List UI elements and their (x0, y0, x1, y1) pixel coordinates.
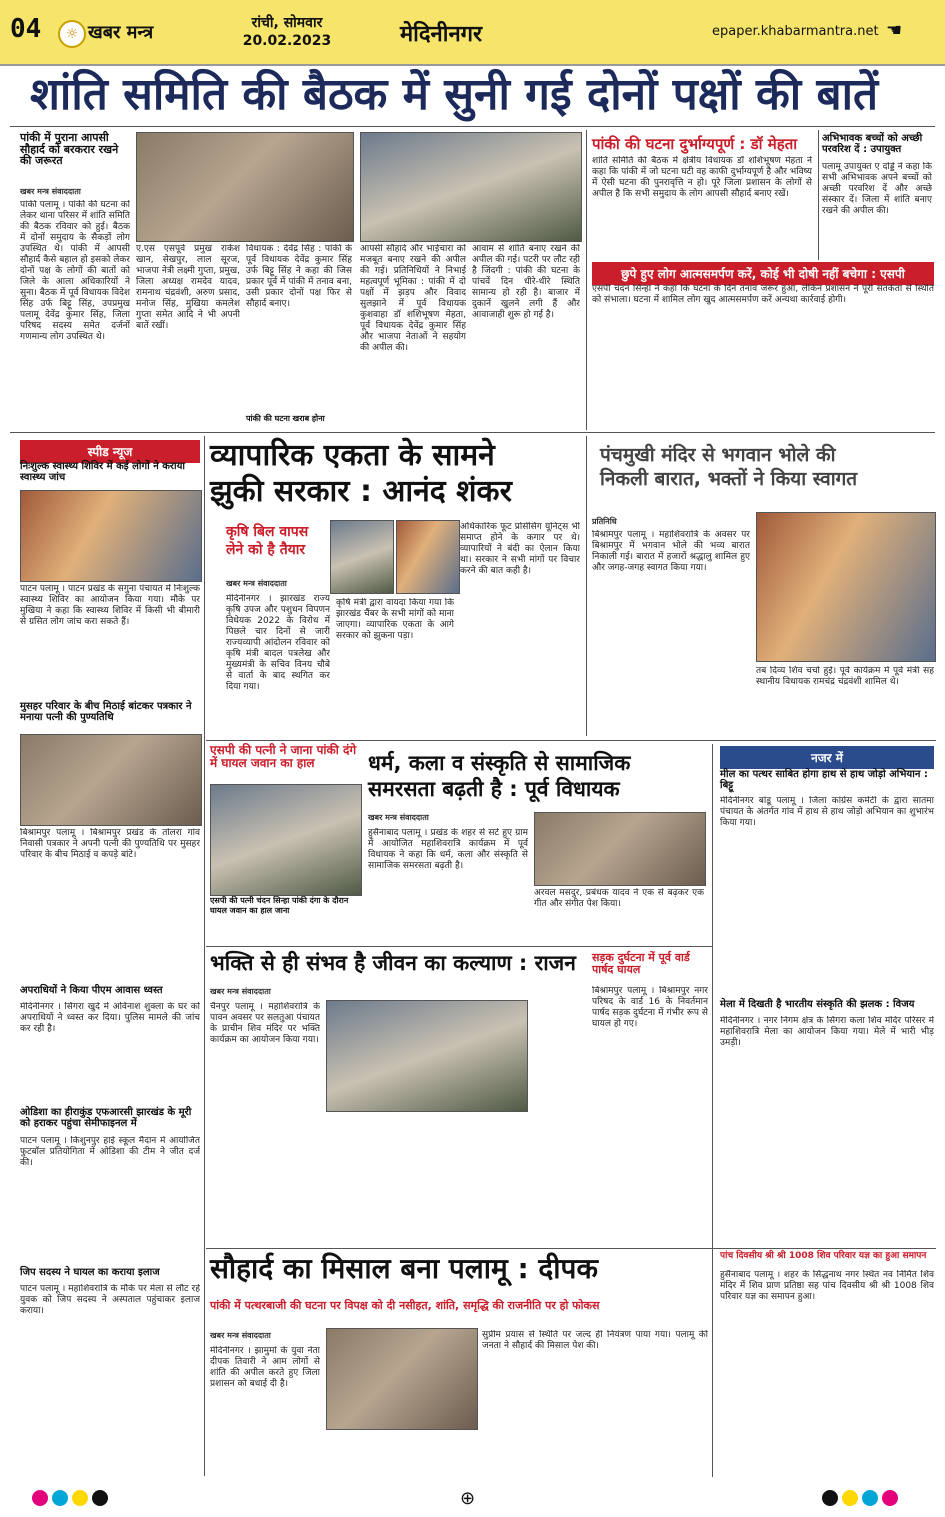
dharm-byline: खबर मन्त्र संवाददाता (368, 813, 429, 822)
lead-byline: खबर मन्त्र संवाददाता (20, 187, 81, 196)
bhakti-program-photo (326, 1000, 528, 1112)
masthead (0, 0, 945, 66)
deepak-body-1: मेदिनीनगर । झामुमो के युवा नेता दीपक तिवारी ने आम लोगों से शांति की अपील करते हुए जिला प्रशासन को बधाई दी है। (210, 1346, 320, 1389)
lead-body-1: पांकी पलामू । पांकी की घटना को लेकर थाना परिसर में शांति समिति की बैठक रविवार को हुई। बैठक में दोनों समुदाय के सैकड़ों लोग उपस्थित थे। पांकी में आपसी सौहार्द कैसे बहाल हो इसको लेकर दोनों पक्ष के लोगों की बातों को जिले के आला अधिकारियों ने सुना। बैठक में पूर्व विधायक विदेश सिंह उर्फ बिट्टू सिंह, उपप्रमुख पलामू देवेंद्र कुमार सिंह, जिला परिषद सदस्य समेत दर्जनों गणमान्य लोग उपस्थित थे। (20, 200, 130, 342)
brand-name: खबर मन्त्र (88, 22, 154, 43)
accident-headline: सड़क दुर्घटना में पूर्व वार्ड पार्षद घायल (592, 951, 690, 976)
anand-body-1: मेदिनीनगर । झारखंड राज्य कृषि उपज और पशुधन विपणन विधेयक 2022 के विरोध में पिछले चार दिनों से जारी राज्यव्यापी आंदोलन रविवार को कृषि मंत्री बादल पत्रलेख और मुख्यमंत्री के सचिव विनय चौबे से वार्ता के बाद स्थगित कर दिया गया। (226, 594, 330, 692)
panchmukhi-body-1: बिश्रामपुर पलामू । महाशिवरात्रि के अवसर पर बिश्रामपुर में भगवान भोले की भव्य बारात निकाली गई। बारात में हजारों श्रद्धालु शामिल हुए और जगह-जगह स्वागत किया गया। (592, 530, 750, 573)
hospital-visit-photo (210, 784, 362, 896)
panchmukhi-headline-2: निकली बारात, भक्तों ने किया स्वागत (600, 468, 858, 490)
bhakti-headline: भक्ति से ही संभव है जीवन का कल्याण : राजन (210, 951, 576, 975)
mehta-body: शांति समिति की बैठक में क्षेत्रीय विधायक डॉ शशिभूषण मेहता ने कहा कि पांकी में जो घटना घटी वह काफी दुर्भाग्यपूर्ण है और भविष्य में ऐसी घटना की पुनरावृत्ति न हो। पूरे जिला प्रशासन के लोगों से अपील है कि सभी समुदाय के लोग आपसी सौहार्द बनाए रखें। (592, 156, 812, 199)
anand-subhead-1: कृषि बिल वापस (226, 524, 309, 540)
dharm-body-1: हुसैनाबाद पलामू । प्रखंड के शहर से सटे हुए ग्राम में आयोजित महाशिवरात्रि कार्यक्रम में पूर्व विधायक ने कहा कि धर्म, कला और संस्कृति से सामाजिक समरसता बढ़ती है। (368, 828, 528, 871)
mehta-headline: पांकी की घटना दुर्भाग्यपूर्ण : डॉ मेहता (592, 135, 798, 153)
bhakti-body: चैनपुर पलामू । महाशिवरात्रि के पावन अवसर पर सलतुआ पंचायत के प्राचीन शिव मंदिर पर भक्ति कार्यक्रम का आयोजन किया गया। (210, 1002, 320, 1045)
anand-headline-2: झुकी सरकार : आनंद शंकर (210, 474, 512, 509)
cultural-program-photo (534, 812, 706, 886)
anand-body-2: कृषि मंत्री द्वारा वायदा किया गया कि झारखंड चैंबर के सभी मांगों को माना जाएगा। व्यापारिक एकता के आगे सरकार को झुकना पड़ा। (336, 598, 454, 641)
panchmukhi-byline: प्रतिनिधि (592, 517, 617, 526)
print-registration-strip (0, 1480, 945, 1517)
lead-photo-caption: पांकी की घटना खराब होना (246, 414, 352, 424)
speed-body-3: मेदिनीनगर । सिंगरा खुर्द में अविनाश शुक्ला के घर को अपराधियों ने ध्वस्त कर दिया। पुलिस मामले की जांच कर रही है। (20, 1002, 200, 1034)
surrender-headline: छुपे हुए लोग आत्मसमर्पण करें, कोई भी दोषी नहीं बचेगा : एसपी (592, 262, 934, 285)
sp-wife-caption: एसपी की पत्नी चंदन सिन्हा पांकी दंगा के दौरान घायल जवान का हाल जाना (210, 896, 360, 942)
issue-date (232, 14, 342, 50)
speed-body-1: पाटन पलामू । पाटन प्रखंड के सगुना पंचायत में निःशुल्क स्वास्थ्य शिविर का आयोजन किया गया। मौके पर मुखिया ने कहा कि स्वास्थ्य शिविर में किसी भी बीमारी से ग्रसित लोग जांच करा सकते हैं। (20, 584, 200, 627)
dharm-body-2: अरवल मसदुर, प्रबंधक यादव ने एक से बढ़कर एक गीत और संगीत पेश किया। (534, 888, 704, 909)
najar-label: नजर में (720, 746, 934, 769)
city-day: रांची, सोमवार (251, 15, 323, 31)
lead-body-4: आपसी सौहार्द और भाईचारा को मजबूत बनाए रखने की अपील की गई। प्रतिनिधियों ने निभाई महत्वपूर्ण भूमिका : पांकी में दो पक्षों में झड़प और विवाद सुलझाने में पूर्व विधायक कुशवाहा डॉ शशिभूषण मेहता, पूर्व विधायक देवेंद्र कुमार सिंह और भाजपा नेताओं ने सहयोग की अपील की। (360, 244, 466, 353)
lead-body-2: ए.एस एसपूर्व प्रमुख राकेश खान, सेखपुर, लाल सूरज, भाजपा नेत्री लक्ष्मी गुप्ता, प्रमुख, जिला अध्यक्ष रामदेव यादव, रामनाथ चंद्रवंशी, अरुण प्रसाद, मनोज सिंह, मुखिया कमलेश गुप्ता समेत आदि ने भी अपनी बातें रखीं। (136, 244, 240, 331)
date-text: 20.02.2023 (242, 33, 332, 49)
abhibhavak-headline: अभिभावक बच्चों को अच्छी परवरिश दें : उपायुक्त (822, 133, 923, 155)
speed-headline-4: ओडिशा का हीराकुंड एफआरसी झारखंड के मूरी को हराकर पहुंचा सेमीफाइनल में (20, 1107, 192, 1129)
surrender-body: एसपी चंदन सिन्हा ने कहा कि घटना के दिन तनाव जरूर हुआ, लेकिन प्रशासन ने पूरी सतर्कता से स्थिति को संभाला। घटना में शामिल लोग खुद आत्मसमर्पण करें अन्यथा कार्रवाई होगी। (592, 284, 934, 305)
speed-headline-2: मुसहर परिवार के बीच मिठाई बांटकर पत्रकार ने मनाया पत्नी की पुण्यतिथि (20, 701, 192, 723)
lead-headline: शांति समिति की बैठक में सुनी गई दोनों पक्षों की बातें (30, 69, 879, 120)
anand-body-3: अधिकारिक फूट प्रोसेसिंग यूनिट्स भी समाप्त होने के कगार पर थे। व्यापारियों ने बंदी का ऐलान किया था। सरकार ने सभी मांगों पर विचार करने की बात कही है। (460, 522, 580, 576)
shiv-procession-photo (756, 512, 936, 662)
shiv-yagya-body: हुसैनाबाद पलामू । शहर के सिद्धनाथ नगर स्थित नव निर्मित शिव मंदिर में शिव प्राण प्रतिष्ठा सह पांच दिवसीय श्री श्री 1008 शिव परिवार यज्ञ का समापन हुआ। (720, 1270, 934, 1302)
shiv-yagya-headline: पांच दिवसीय श्री श्री 1008 शिव परिवार यज्ञ का हुआ समापन (720, 1251, 927, 1261)
lead-left-subhead: पांकी में पुराना आपसी सौहार्द को बरकरार रखने की जरूरत (20, 131, 119, 168)
panchmukhi-body-2: तब दिव्य शिव चर्चा हुई। पूर्व कार्यक्रम में पूर्व मंत्री सह स्थानीय विधायक रामचंद्र चंद्रवंशी शामिल थे। (756, 666, 934, 687)
speed-headline-5: जिप सदस्य ने घायल का कराया इलाज (20, 1267, 160, 1278)
sp-wife-headline: एसपी की पत्नी ने जाना पांकी दंगे में घायल जवान का हाल (210, 743, 357, 770)
deepak-body-2: सुप्रीम प्रयास से स्थिति पर जल्द ही नियंत्रण पाया गया। पलामू की जनता ने सौहार्द की मिसाल पेश की। (482, 1330, 708, 1351)
speed-body-5: पाटन पलामू । महाशिवरात्रि के मौके पर मेला से लौट रहे युवक को जिप सदस्य ने अस्पताल पहुंचाकर इलाज कराया। (20, 1284, 200, 1316)
peace-meeting-photo (136, 132, 354, 242)
deepak-byline: खबर मन्त्र संवाददाता (210, 1331, 271, 1340)
color-dots-right (820, 1490, 900, 1510)
najar-headline-2: मेला में दिखती है भारतीय संस्कृति की झलक : विजय (720, 999, 915, 1010)
abhibhavak-body: पलामू उपायुक्त ए दोड्डे ने कहा कि सभी अभिभावक अपने बच्चों को अच्छी परवरिश दें और अच्छे संस्कार दें। जिला में शांति बनाए रखने की अपील की। (822, 162, 932, 216)
registration-mark-icon: ⊕ (460, 1488, 476, 1509)
dharm-headline-2: समरसता बढ़ती है : पूर्व विधायक (368, 777, 620, 801)
deepak-headline: सौहार्द का मिसाल बना पलामू : दीपक (210, 1252, 598, 1285)
page-number: 04 (10, 14, 42, 44)
lead-body-3: विधायक : देवेंद्र सिंह : पांकी के पूर्व विधायक देवेंद्र कुमार सिंह उर्फ बिट्टू सिंह ने कहा की जिस प्रकार पूर्व में पांकी में तनाव बना, उसी प्रकार दोनों पक्ष फिर से सौहार्द बनाए। (246, 244, 352, 309)
speed-headline-1: निःशुल्क स्वास्थ्य शिविर में कई लोगों ने कराया स्वास्थ्य जांच (20, 461, 185, 483)
deepak-portrait-photo (326, 1328, 478, 1430)
anand-subhead-2: लेने को है तैयार (226, 542, 306, 558)
lead-body-5: आवाम से शांति बनाए रखने की अपील की गई। पटरी पर लौट रही है जिंदगी : पांकी की घटना के पांचवें दिन धीरे-धीरे स्थिति सामान्य हो रही है। बाजार में दुकानें खुलने लगी हैं और आवाजाही शुरू हो गई है। (472, 244, 580, 320)
speed-body-2: बिश्रामपुर पलामू । बिश्रामपुर प्रखंड के तोलरा गांव निवासी पत्रकार ने अपनी पत्नी की पुण्यतिथि पर मुसहर परिवार के बीच मिठाई व कपड़े बांटे। (20, 828, 200, 860)
hand-pointer-icon: ☚ (886, 20, 903, 41)
dharm-headline-1: धर्म, कला व संस्कृति से सामाजिक (368, 751, 631, 775)
deepak-subhead: पांकी में पत्थरबाजी की घटना पर विपक्ष को दी नसीहत, शांति, समृद्धि की राजनीति पर हो फोकस (210, 1299, 600, 1312)
bhakti-byline: खबर मन्त्र संवाददाता (210, 987, 271, 996)
anand-byline: खबर मन्त्र संवाददाता (226, 579, 287, 588)
accident-body: बिश्रामपुर पलामू । बिश्रामपुर नगर परिषद के वार्ड 16 के निवर्तमान पार्षद सड़क दुर्घटना में गंभीर रूप से घायल हो गए। (592, 986, 708, 1029)
epaper-url[interactable]: epaper.khabarmantra.net (712, 24, 879, 39)
edition-name: मेदिनीनगर (400, 22, 483, 47)
color-dots-left (30, 1490, 110, 1510)
speed-body-4: पाटन पलामू । किशुनपुर हाई स्कूल मैदान में आयोजित फुटबॉल प्रतियोगिता में ओडिशा की टीम ने जीत दर्ज की। (20, 1136, 200, 1168)
crowd-meeting-photo (360, 132, 582, 242)
musahar-family-photo (20, 734, 202, 826)
person-photo-2 (396, 520, 460, 594)
speed-news-label: स्पीड न्यूज (20, 440, 200, 463)
panchmukhi-headline-1: पंचमुखी मंदिर से भगवान भोले की (600, 444, 836, 466)
anand-headline-1: व्यापारिक एकता के सामने (210, 438, 495, 473)
health-camp-photo (20, 490, 202, 582)
person-photo-1 (330, 520, 394, 594)
speed-headline-3: अपराधियों ने किया पीएम आवास ध्वस्त (20, 985, 163, 996)
brand-logo-icon: ☼ (58, 20, 86, 48)
najar-body-1: मेदिनीनगर बांडू पलामू । जिला कांग्रेस कमेटी के द्वारा सातमा पंचायत के अंतर्गत गांव में हाथ से हाथ जोड़ो अभियान का शुभारंभ किया गया। (720, 796, 934, 828)
najar-headline-1: मील का पत्थर साबित होगा हाथ से हाथ जोड़ो अभियान : बिट्टू (720, 769, 928, 791)
najar-body-2: मेदिनीनगर । नगर निगम क्षेत्र के सिंगरा कला शिव मंदिर परिसर में महाशिवरात्रि मेला का आयोजन किया गया। मेले में भारी भीड़ उमड़ी। (720, 1016, 934, 1048)
